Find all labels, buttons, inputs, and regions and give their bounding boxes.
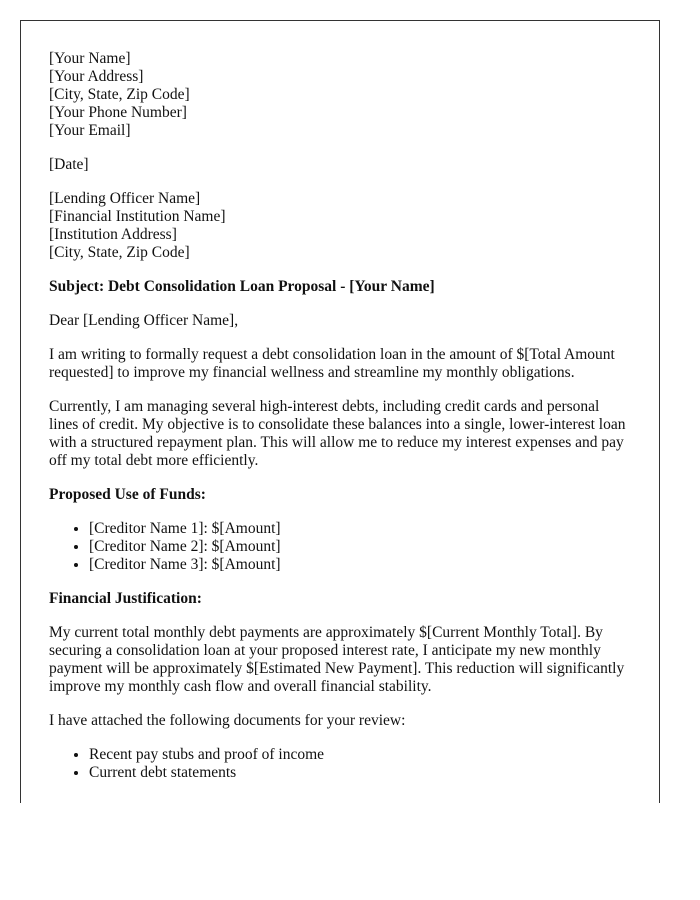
body-paragraph-situation: Currently, I am managing several high-interest debts, including credit cards and personal lines of credit. My objective is to consolidate these balances into a single, lower-interest loan with a structured repayment plan. This will allow me to reduce my interest expenses and pay off my total debt more efficiently.: [49, 398, 626, 469]
attachments-intro: I have attached the following documents for your review:: [49, 712, 406, 729]
sender-name: [Your Name]: [49, 50, 131, 67]
funds-list-item: • [Creditor Name 1]: $[Amount]: [89, 520, 631, 538]
funds-list: [49, 520, 631, 574]
sender-email: [Your Email]: [49, 122, 131, 139]
funds-heading: Proposed Use of Funds:: [49, 486, 206, 503]
body-paragraph-request: I am writing to formally request a debt consolidation loan in the amount of $[Total Amount requested] to improve my financial wellness and streamline my monthly obligations.: [49, 346, 615, 381]
attachments-list-item: • Recent pay stubs and proof of income: [89, 746, 631, 764]
sender-address-block: [49, 50, 631, 140]
letter-page: [20, 20, 660, 803]
letter-date: [Date]: [49, 156, 89, 173]
funds-list-item: • [Creditor Name 3]: $[Amount]: [89, 556, 631, 574]
justification-heading: Financial Justification:: [49, 590, 202, 607]
salutation: Dear [Lending Officer Name],: [49, 312, 239, 329]
sender-city-state-zip: [City, State, Zip Code]: [49, 86, 190, 103]
subject-line: Subject: Debt Consolidation Loan Proposal - [Your Name]: [49, 278, 435, 295]
sender-address: [Your Address]: [49, 68, 144, 85]
justification-paragraph: My current total monthly debt payments are approximately $[Current Monthly Total]. By securing a consolidation loan at your proposed interest rate, I anticipate my new monthly payment will be approximately $[Estimated New Payment]. This reduction will significantly improve my monthly cash flow and overall financial stability.: [49, 624, 625, 695]
attachments-list-item: • Current debt statements: [89, 764, 631, 782]
sender-phone: [Your Phone Number]: [49, 104, 187, 121]
recipient-address-block: [49, 190, 631, 262]
attachments-list: [49, 746, 631, 782]
recipient-officer-name: [Lending Officer Name]: [49, 190, 201, 207]
recipient-institution-name: [Financial Institution Name]: [49, 208, 226, 225]
recipient-city-state-zip: [City, State, Zip Code]: [49, 244, 190, 261]
recipient-institution-address: [Institution Address]: [49, 226, 177, 243]
funds-list-item: • [Creditor Name 2]: $[Amount]: [89, 538, 631, 556]
